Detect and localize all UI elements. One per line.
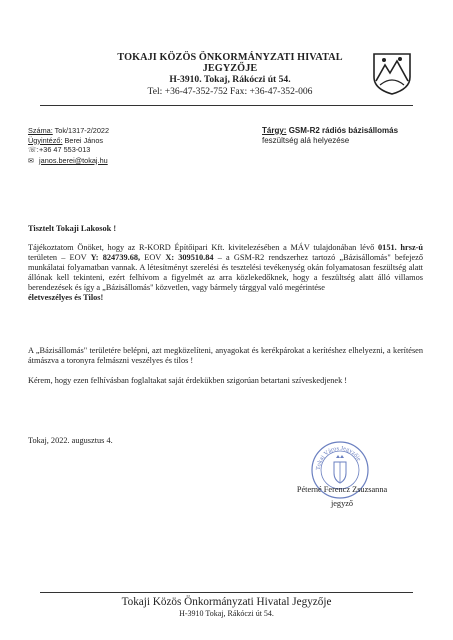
paragraph-prohibition: A „Bázisállomás" területére belépni, azt megközelíteni, anyagokat és kerékpárokat a kerítéshez elhelyezni, a kerítésen átmászva a toronyra felmászni veszélyes és tilos ! [28, 346, 423, 365]
footer [40, 596, 413, 618]
stamp-text: Tokaj Város Jegyzője [314, 444, 363, 471]
officer-email: ✉ janos.berei@tokaj.hu [28, 155, 108, 165]
header-divider [40, 105, 413, 106]
subject-label: Tárgy: [262, 126, 287, 135]
office-title: TOKAJI KÖZÖS ÖNKORMÁNYZATI HIVATAL [117, 52, 343, 63]
office-phones: Tel: +36-47-352-752 Fax: +36-47-352-006 [147, 85, 313, 97]
envelope-icon: ✉ [28, 157, 34, 165]
tokaj-crest-icon [370, 51, 414, 95]
greeting: Tisztelt Tokaji Lakosok ! [28, 224, 117, 233]
office-address: H-3910. Tokaj, Rákóczi út 54. [169, 74, 291, 86]
letter-date: Tokaj, 2022. augusztus 4. [28, 436, 113, 445]
letterhead [70, 52, 390, 97]
case-info [28, 126, 228, 166]
case-number: Száma: Tok/1317-2/2022 [28, 126, 110, 135]
paragraph-request: Kérem, hogy ezen felhívásban foglaltakat saját érdekükben szigorúan betartani szíveskedjenek ! [28, 376, 348, 385]
paragraph-notice: Tájékoztatom Önöket, hogy az R-KORD Építőipari Kft. kivitelezésében a MÁV tulajdonában lévő 0151. hrsz-ú területen – EOV Y: 824739.68, EOV X: 309510.84 – a GSM-R2 rendszerhez tartozó „Bázisállomás" befejező munkálatai folyamatban vannak. A létesítményt szerelési és tesztelési tevékenység okán folyamatosan feszültség alatt állónak kell tekinteni, ezért felhívom a figyelmét az arra közlekedőknek, hogy a feszültség alatt álló villamos berendezések és így a „Bázisállomás" közvetlen, vagy bármely tárggyal való megérintése életveszélyes és Tilos! [28, 243, 424, 302]
subject-line-2: feszültség alá helyezése [262, 136, 350, 145]
officer-phone: ☏: +36 47 553-013 [28, 145, 91, 155]
footer-divider [40, 592, 413, 593]
subject-line-1: GSM-R2 rádiós bázisállomás [288, 126, 399, 135]
signatory-role: jegyző [330, 499, 354, 508]
subject-block [262, 126, 422, 146]
footer-office: Tokaji Közös Önkormányzati Hivatal Jegyzője [121, 596, 332, 608]
office-subtitle: JEGYZŐJE [202, 63, 258, 75]
warning-text: életveszélyes és Tilos! [28, 293, 104, 302]
case-officer: Ügyintéző: Berei János [28, 135, 104, 145]
signatory-name: Péterné Ferencz Zsuzsanna [296, 485, 388, 494]
footer-address: H-3910 Tokaj, Rákóczi út 54. [179, 609, 274, 618]
signature-block [292, 483, 392, 511]
phone-icon: ☏: [28, 147, 39, 155]
